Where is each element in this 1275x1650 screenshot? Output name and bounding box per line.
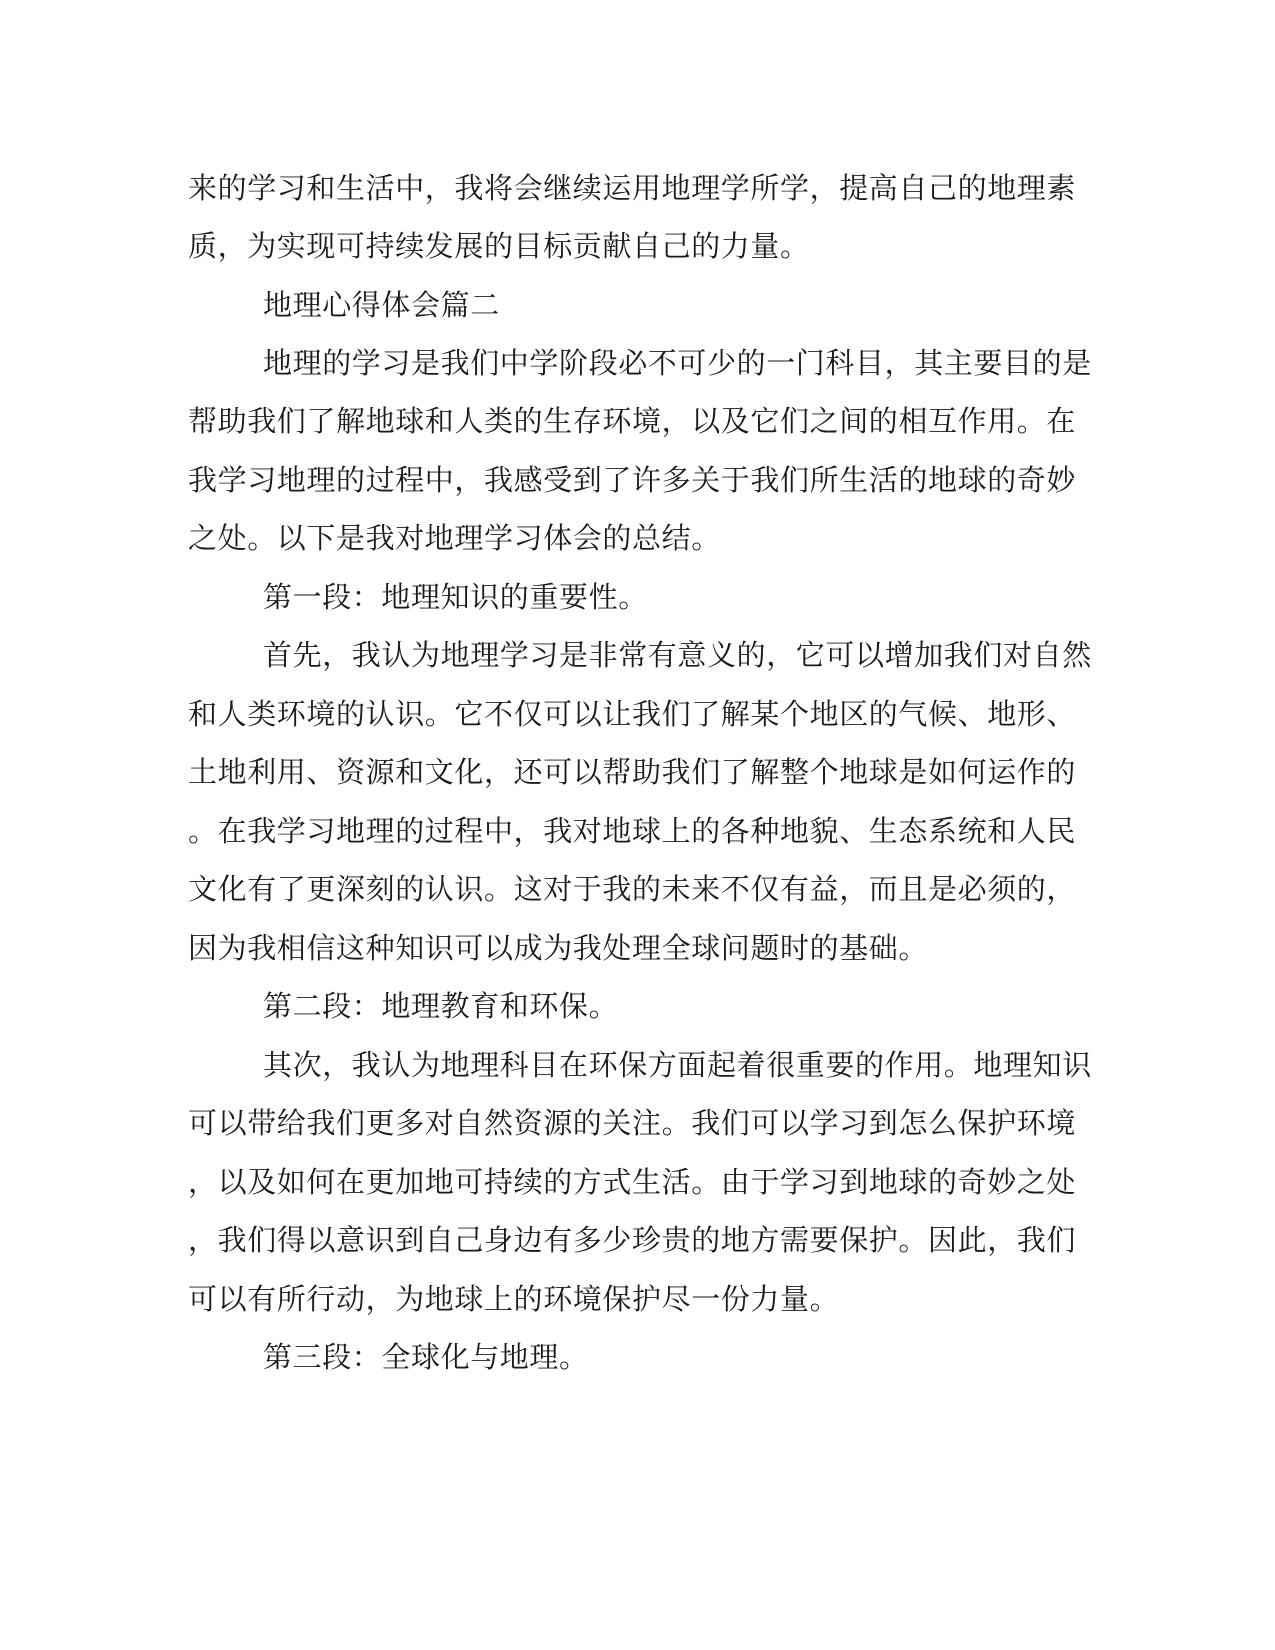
body-text-line: 之处。以下是我对地理学习体会的总结。 bbox=[188, 521, 721, 555]
paragraph-subheading: 第二段：地理教育和环保。 bbox=[263, 989, 619, 1023]
body-text-line: 文化有了更深刻的认识。这对于我的未来不仅有益，而且是必须的， bbox=[188, 872, 1077, 906]
body-text-line: 因为我相信这种知识可以成为我处理全球问题时的基础。 bbox=[188, 931, 929, 965]
paragraph-subheading: 第三段：全球化与地理。 bbox=[263, 1340, 589, 1374]
body-text-line: 。在我学习地理的过程中，我对地球上的各种地貌、生态系统和人民 bbox=[188, 814, 1077, 848]
body-text-line: ，我们得以意识到自己身边有多少珍贵的地方需要保护。因此，我们 bbox=[188, 1223, 1077, 1257]
body-text-line: 可以有所行动，为地球上的环境保护尽一份力量。 bbox=[188, 1282, 840, 1316]
body-text-line: 来的学习和生活中，我将会继续运用地理学所学，提高自己的地理素 bbox=[188, 171, 1077, 205]
body-text-line: 可以带给我们更多对自然资源的关注。我们可以学习到怎么保护环境 bbox=[188, 1106, 1077, 1140]
paragraph-subheading: 第一段：地理知识的重要性。 bbox=[263, 580, 648, 614]
paragraph-start-line: 首先，我认为地理学习是非常有意义的，它可以增加我们对自然 bbox=[263, 638, 1092, 672]
body-text-line: 土地利用、资源和文化，还可以帮助我们了解整个地球是如何运作的 bbox=[188, 755, 1077, 789]
body-text-line: 质，为实现可持续发展的目标贡献自己的力量。 bbox=[188, 229, 810, 263]
body-text-line: 我学习地理的过程中，我感受到了许多关于我们所生活的地球的奇妙 bbox=[188, 463, 1077, 497]
body-text-line: 和人类环境的认识。它不仅可以让我们了解某个地区的气候、地形、 bbox=[188, 697, 1077, 731]
section-heading: 地理心得体会篇二 bbox=[263, 288, 500, 322]
paragraph-start-line: 其次，我认为地理科目在环保方面起着很重要的作用。地理知识 bbox=[263, 1048, 1092, 1082]
body-text-line: ，以及如何在更加地可持续的方式生活。由于学习到地球的奇妙之处 bbox=[188, 1165, 1077, 1199]
paragraph-start-line: 地理的学习是我们中学阶段必不可少的一门科目，其主要目的是 bbox=[263, 346, 1092, 380]
body-text-line: 帮助我们了解地球和人类的生存环境，以及它们之间的相互作用。在 bbox=[188, 404, 1077, 438]
